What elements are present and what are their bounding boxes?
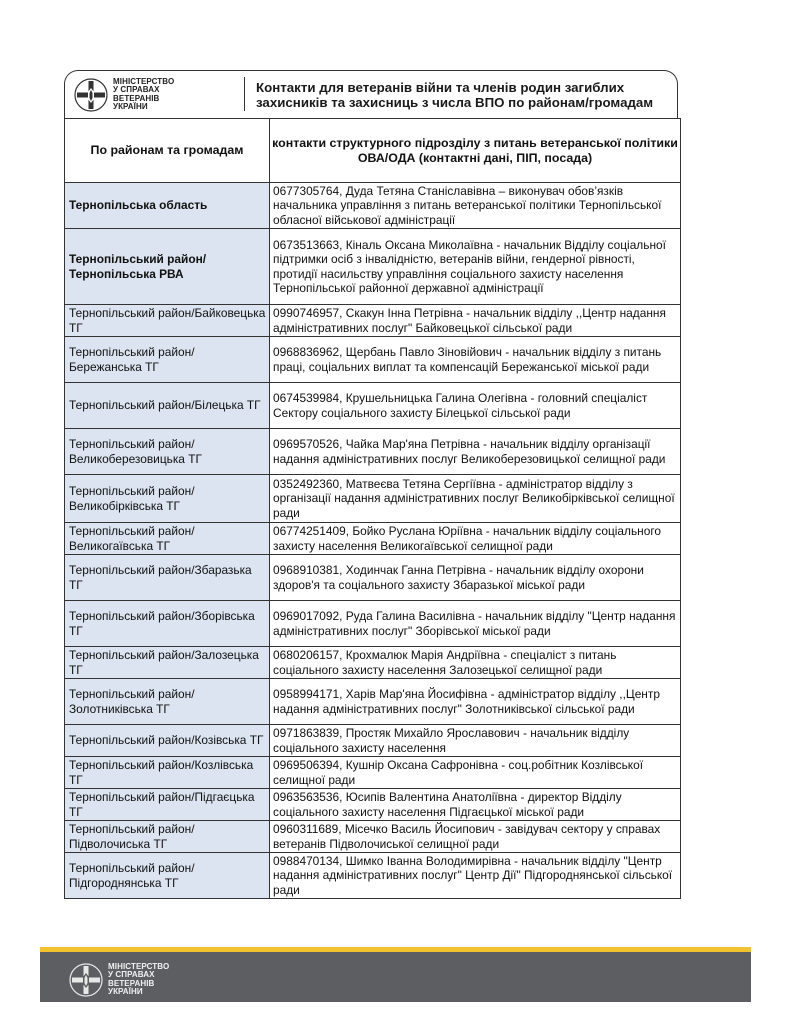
contact-cell: 0352492360, Матвеєва Тетяна Сергіївна - адміністратор відділу з організації надання адміністративних послуг Великобірківської селищної ради [270,475,681,523]
column-header-contacts: контакти структурного підрозділу з питань ветеранської політики ОВА/ОДА (контактні дані, ПІП, посада) [270,119,681,183]
table-row [65,647,681,679]
contact-cell: 0969017092, Руда Галина Василівна - начальник відділу "Центр надання адміністративних послуг" Зборівської міської ради [270,601,681,647]
contact-cell: 0988470134, Шимко Іванна Володимирівна - начальник відділу "Центр надання адміністративних послуг" Центр Дії" Підгороднянської сільської ради [270,853,681,899]
area-cell: Тернопільський район/Бережанська ТГ [65,337,270,383]
table-row [65,679,681,725]
area-cell: Тернопільський район/Великоберезовицька ТГ [65,429,270,475]
contact-cell: 0960311689, Місечко Василь Йосипович - завідувач сектору у справах ветеранів Підволочиської селищної ради [270,821,681,853]
table-row [65,429,681,475]
table-row [65,305,681,337]
area-cell: Тернопільський район/Тернопільська РВА [65,229,270,305]
area-cell: Тернопільський район/Залозецька ТГ [65,647,270,679]
contact-cell: 0971863839, Простяк Михайло Ярославович - начальник відділу соціального захисту населення [270,725,681,757]
ministry-logo [73,75,191,115]
contact-cell: 06774251409, Бойко Руслана Юріївна - начальник відділу соціального захисту населення Великогаївської селищної ради [270,523,681,555]
contact-cell: 0673513663, Кіналь Оксана Миколаївна - начальник Відділу соціальної підтримки осіб з інвалідністю, ветеранів війни, гендерної рівності, протидії насильству управління соціального захисту населення Тернопільської районної державної адміністрації [270,229,681,305]
document-header [64,70,678,118]
area-cell: Тернопільський район/Козлівська ТГ [65,757,270,789]
table-row [65,383,681,429]
area-cell: Тернопільський район/Зборівська ТГ [65,601,270,647]
footer-emblem-icon [68,962,104,998]
table-row [65,555,681,601]
footer-ministry-logo [68,960,188,996]
ministry-logo-text: МІНІСТЕРСТВО У СПРАВАХ ВЕТЕРАНІВ УКРАЇНИ [113,77,175,112]
contact-cell: 0680206157, Крохмалюк Марія Андріївна - спеціаліст з питань соціального захисту населення Залозецької селищної ради [270,647,681,679]
contact-cell: 0674539984, Крушельницька Галина Олегівна - головний спеціаліст Сектору соціального захисту Білецької сільської ради [270,383,681,429]
table-row [65,601,681,647]
table-header-row [65,119,681,183]
table-row [65,757,681,789]
table-row [65,725,681,757]
area-cell: Тернопільський район/Великобірківська ТГ [65,475,270,523]
contact-cell: 0969506394, Кушнір Оксана Сафронівна - соц.робітник Козлівської селищної ради [270,757,681,789]
contact-cell: 0963563536, Юсипів Валентина Анатоліївна - директор Відділу соціального захисту населення Підгаєцької міської ради [270,789,681,821]
area-cell: Тернопільський район/Байковецька ТГ [65,305,270,337]
area-cell: Тернопільський район/Збаразька ТГ [65,555,270,601]
area-cell: Тернопільський район/Підволочиська ТГ [65,821,270,853]
ministry-emblem-icon [73,77,109,113]
area-cell: Тернопільський район/Козівська ТГ [65,725,270,757]
area-cell: Тернопільський район/Білецька ТГ [65,383,270,429]
contact-cell: 0969570526, Чайка Мар'яна Петрівна - начальник відділу організації надання адміністративних послуг Великоберезовицької селищної ради [270,429,681,475]
contacts-table [64,118,681,899]
table-row [65,821,681,853]
area-cell: Тернопільський район/Золотниківська ТГ [65,679,270,725]
area-cell: Тернопільська область [65,183,270,229]
table-row [65,183,681,229]
table-row [65,853,681,899]
table-row [65,789,681,821]
table-row [65,337,681,383]
contact-cell: 0968836962, Щербань Павло Зіновійович - начальник відділу з питань праці, соціальних виплат та компенсацій Бережанської міської ради [270,337,681,383]
contact-cell: 0677305764, Дуда Тетяна Станіславівна – виконувач обов’язків начальника управління з питань ветеранської політики Тернопільської обласної військової адміністрації [270,183,681,229]
table-row [65,475,681,523]
footer-logo-text: МІНІСТЕРСТВО У СПРАВАХ ВЕТЕРАНІВ УКРАЇНИ [108,962,170,997]
area-cell: Тернопільський район/Підгаєцька ТГ [65,789,270,821]
contact-cell: 0958994171, Харів Мар'яна Йосифівна - адміністратор відділу ,,Центр надання адміністративних послуг" Золотниківської сільської ради [270,679,681,725]
table-row [65,229,681,305]
header-divider [244,77,245,111]
contact-cell: 0990746957, Скакун Інна Петрівна - начальник відділу ,,Центр надання адміністративних послуг" Байковецької сільської ради [270,305,681,337]
table-row [65,523,681,555]
area-cell: Тернопільський район/Підгороднянська ТГ [65,853,270,899]
document-title: Контакти для ветеранів війни та членів родин загиблих захисників та захисниць з числа ВПО по районам/громадам [256,80,654,110]
column-header-area: По районам та громадам [65,119,270,183]
contact-cell: 0968910381, Ходинчак Ганна Петрівна - начальник відділу охорони здоров'я та соціального захисту Збаразької міської ради [270,555,681,601]
area-cell: Тернопільський район/Великогаївська ТГ [65,523,270,555]
